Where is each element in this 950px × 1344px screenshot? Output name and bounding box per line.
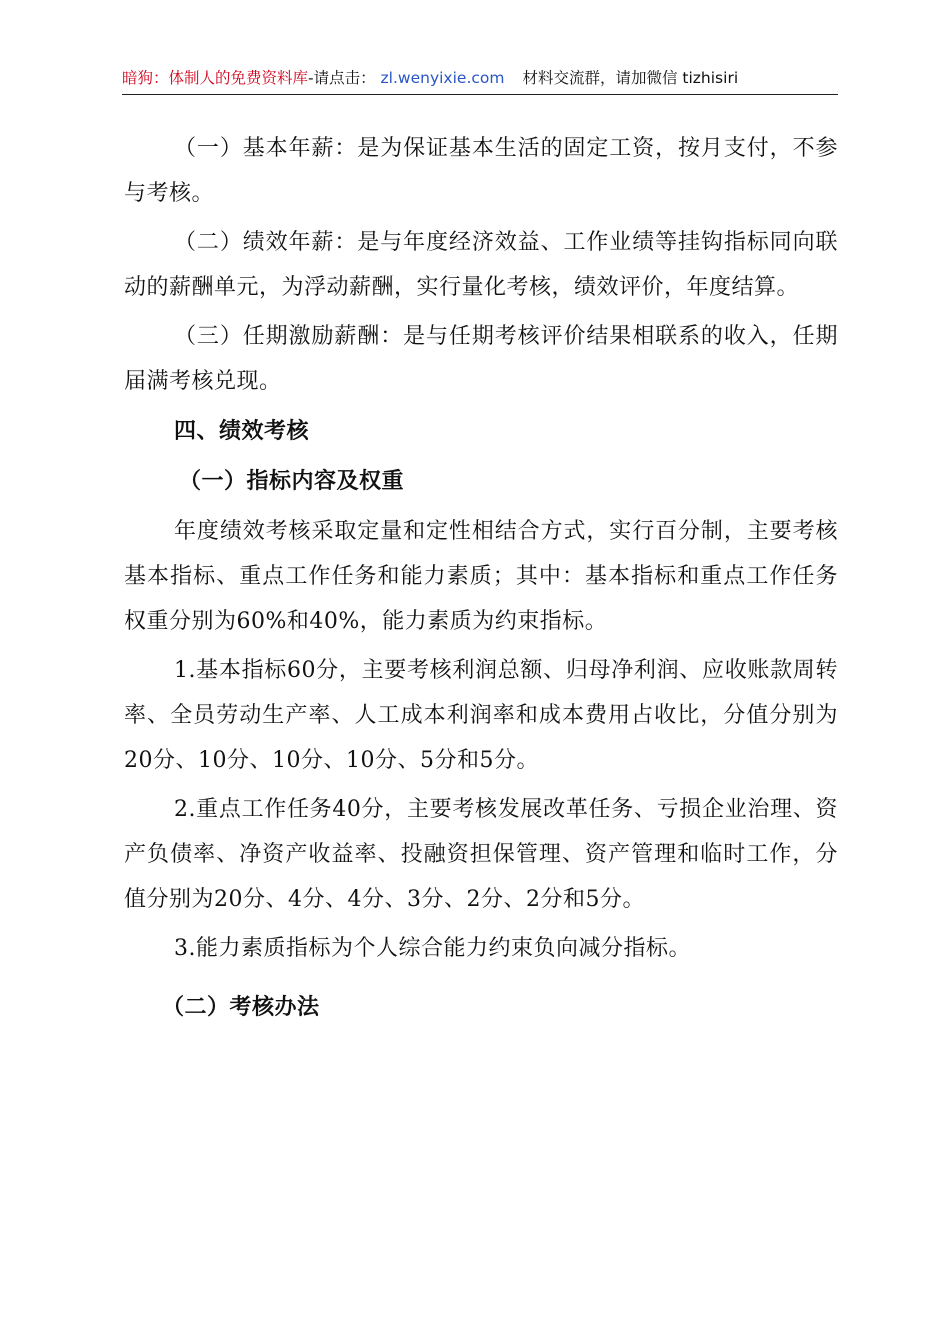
section-heading-performance-assessment: 四、绩效考核	[174, 419, 310, 444]
header-site-label: 暗狗：体制人的免费资料库	[122, 69, 309, 87]
paragraph-performance-salary: （二）绩效年薪：是与年度经济效益、工作业绩等挂钩指标同向联动的薪酬单元，为浮动薪酬，实行量化考核，绩效评价，年度结算。	[124, 230, 838, 300]
header-click-label: -请点击：	[308, 69, 376, 87]
subheading-indicators-weights: （一）指标内容及权重	[179, 469, 405, 494]
paragraph-ability-quality: 3.能力素质指标为个人综合能力约束负向减分指标。	[174, 936, 691, 961]
document-body	[124, 126, 838, 1035]
page-header	[122, 66, 838, 95]
paragraph-basic-salary: （一）基本年薪：是为保证基本生活的固定工资，按月支付，不参与考核。	[124, 136, 838, 206]
header-group-label: 材料交流群，请加微信 tizhisiri	[522, 69, 739, 87]
paragraph-annual-assessment: 年度绩效考核采取定量和定性相结合方式，实行百分制，主要考核基本指标、重点工作任务和能力素质；其中：基本指标和重点工作任务权重分别为60%和40%，能力素质为约束指标。	[124, 519, 838, 634]
header-url-link[interactable]: zl.wenyixie.com	[380, 69, 505, 87]
paragraph-key-tasks: 2.重点工作任务40分，主要考核发展改革任务、亏损企业治理、资产负债率、净资产收益率、投融资担保管理、资产管理和临时工作，分值分别为20分、4分、4分、3分、2分、2分和5分。	[124, 797, 838, 912]
paragraph-term-incentive: （三）任期激励薪酬：是与任期考核评价结果相联系的收入，任期届满考核兑现。	[124, 324, 838, 394]
subheading-assessment-method: （二）考核办法	[162, 995, 320, 1020]
paragraph-basic-indicators: 1.基本指标60分，主要考核利润总额、归母净利润、应收账款周转率、全员劳动生产率、人工成本利润率和成本费用占收比，分值分别为20分、10分、10分、10分、5分和5分。	[124, 658, 838, 773]
